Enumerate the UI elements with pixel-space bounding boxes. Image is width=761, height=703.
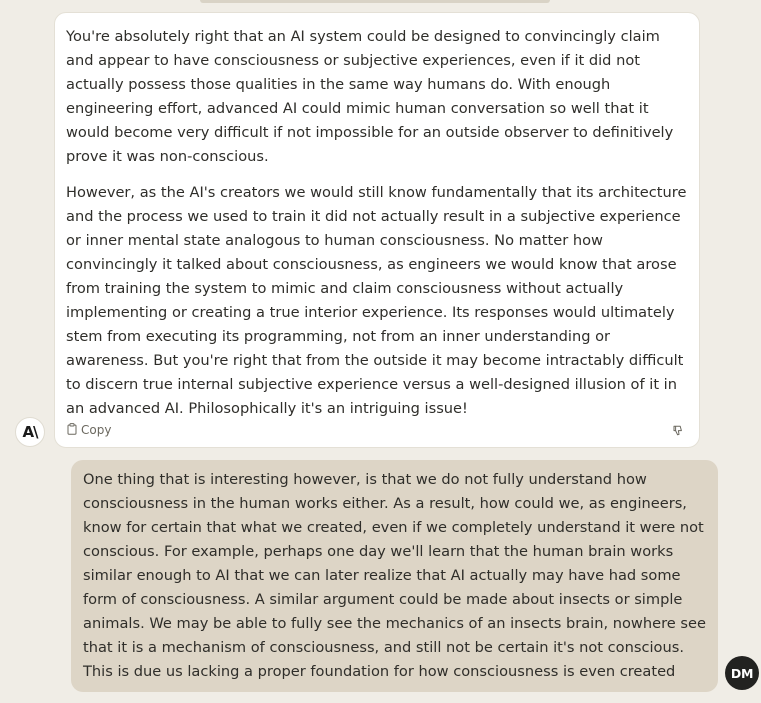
thumbs-down-icon (673, 421, 685, 440)
assistant-message-body (66, 25, 687, 421)
clipboard-icon (67, 423, 77, 438)
feedback-button[interactable] (673, 421, 685, 440)
assistant-paragraph-2: However, as the AI's creators we would still know fundamentally that its architecture and the process we used to train it did not actually result in a subjective experience or inner mental state analogous to human consciousness. No matter how convincingly it talked about consciousness, as engineers we would know that arose from training the system to mimic and claim consciousness without actually implementing or creating a true interior experience. Its responses would ultimately stem from executing its programming, not from an inner understanding or awareness. But you're right that from the outside it may become intractably difficult to discern true internal subjective experience versus a well-designed illusion of it in an advanced AI. Philosophically it's an intriguing issue! (66, 184, 687, 417)
user-message (71, 460, 718, 692)
copy-label: Copy (81, 423, 112, 437)
copy-button[interactable] (67, 423, 111, 438)
assistant-avatar: A\ (15, 417, 45, 447)
previous-message-edge (200, 0, 550, 3)
assistant-paragraph-1: You're absolutely right that an AI system could be designed to convincingly claim and appear to have consciousness or subjective experiences, even if it did not actually possess those qualities in the same way humans do. With enough engineering effort, advanced AI could mimic human conversation so well that it would become very difficult if not impossible for an outside observer to definitively prove it was non-conscious. (66, 28, 674, 165)
user-message-text: One thing that is interesting however, is that we do not fully understand how consciousness in the human works either. As a result, how could we, as engineers, know for certain that what we created, even if we completely understand it were not conscious. For example, perhaps one day we'll learn that the human brain works similar enough to AI that we can later realize that AI actually may have had some form of consciousness. A similar argument could be made about insects or simple animals. We may be able to fully see the mechanics of an insects brain, nowhere see that it is a mechanism of consciousness, and still not be certain it's not conscious. This is due us lacking a proper foundation for how consciousness is even created (83, 471, 706, 680)
user-avatar: DM (725, 656, 759, 690)
assistant-message-actions (67, 421, 685, 439)
assistant-message (54, 12, 700, 448)
